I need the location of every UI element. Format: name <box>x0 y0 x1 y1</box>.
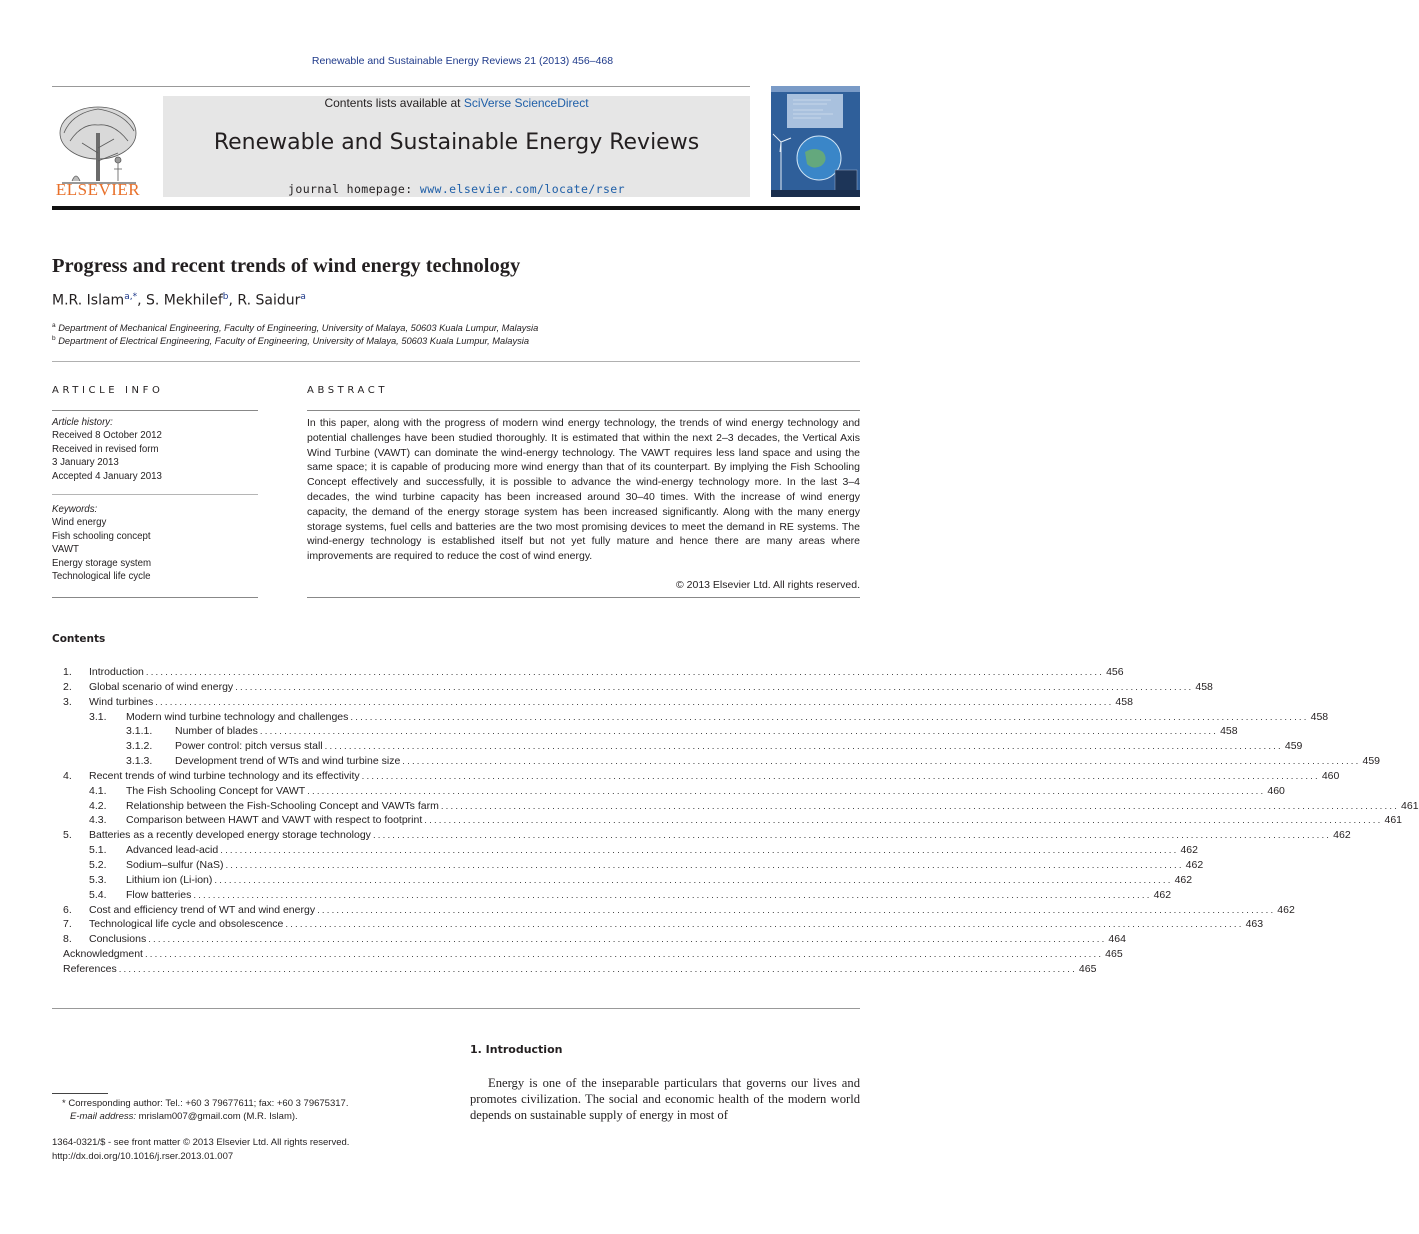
toc-number: 3.1.2. <box>126 740 153 753</box>
toc-number: 6. <box>63 903 72 916</box>
toc-entry[interactable] <box>52 666 1124 681</box>
toc-number: 5.3. <box>89 873 107 886</box>
toc-leader: ...................................................................................................................................................................................................... <box>372 830 1332 842</box>
affiliation-a <box>52 322 538 333</box>
history-entry: Received in revised form <box>52 443 159 455</box>
toc-title: Introduction <box>89 666 144 678</box>
toc-title: Global scenario of wind energy <box>89 680 234 693</box>
toc-entry[interactable] <box>52 903 1295 919</box>
toc-entry[interactable] <box>52 948 1123 963</box>
author-separator: , <box>228 292 238 309</box>
article-info-label: ARTICLE INFO <box>52 385 164 396</box>
doi-link[interactable]: http://dx.doi.org/10.1016/j.rser.2013.01.007 <box>52 1151 234 1162</box>
toc-title: Technological life cycle and obsolescence <box>89 918 284 931</box>
toc-leader: ...................................................................................................................................................................................................... <box>324 741 1283 753</box>
toc-title: Power control: pitch versus stall <box>175 740 323 753</box>
history-entry: Received 8 October 2012 <box>52 430 162 442</box>
abstract-bottom-rule <box>307 597 860 598</box>
article-title: Progress and recent trends of wind energy technology <box>52 255 521 277</box>
toc-page: 465 <box>1078 962 1097 975</box>
toc-title: Acknowledgment <box>63 948 143 961</box>
history-entry: Accepted 4 January 2013 <box>52 470 162 482</box>
toc-entry[interactable] <box>52 740 1303 755</box>
toc-title: Wind turbines <box>89 695 154 708</box>
toc-leader: ...................................................................................................................................................................................................... <box>235 681 1194 693</box>
toc-page: 459 <box>1284 740 1303 753</box>
toc-page: 460 <box>1321 769 1340 782</box>
homepage-prefix: journal homepage: <box>288 182 420 196</box>
section-divider <box>52 361 860 362</box>
toc-title: Development trend of WTs and wind turbine size <box>175 755 401 768</box>
toc-page: 459 <box>1362 755 1381 768</box>
affiliation-text: Department of Electrical Engineering, Faculty of Engineering, University of Malaya, 50603 Kuala Lumpur, Malaysia <box>58 336 529 347</box>
toc-leader: ...................................................................................................................................................................................................... <box>317 904 1276 916</box>
header-top-rule <box>52 86 750 87</box>
toc-page: 462 <box>1153 888 1172 901</box>
article-history <box>52 416 258 483</box>
toc-title: The Fish Schooling Concept for VAWT <box>126 784 306 797</box>
affiliation-mark: b <box>52 335 56 342</box>
toc-leader: ...................................................................................................................................................................................................... <box>402 756 1361 768</box>
toc-number: 1. <box>63 666 72 678</box>
journal-title: Renewable and Sustainable Energy Reviews <box>213 130 700 155</box>
toc-title: Batteries as a recently developed energy storage technology <box>89 829 371 842</box>
toc-entry[interactable] <box>52 755 1381 770</box>
toc-number: 5.2. <box>89 858 107 871</box>
author-name: M.R. Islam <box>52 292 125 309</box>
toc-page: 462 <box>1180 844 1198 857</box>
toc-leader: ...................................................................................................................................................................................................... <box>307 785 1266 797</box>
toc-entry[interactable] <box>52 873 1193 889</box>
toc-entry[interactable] <box>52 962 1097 978</box>
toc-number: 3.1. <box>89 710 107 723</box>
keywords-label: Keywords: <box>52 504 98 515</box>
contents-prefix: Contents lists available at <box>324 96 464 110</box>
toc-title: Modern wind turbine technology and challenges <box>126 710 349 723</box>
toc-page: 462 <box>1277 903 1295 916</box>
toc-entry[interactable] <box>52 695 1133 711</box>
toc-title: Flow batteries <box>126 888 192 901</box>
keywords <box>52 503 258 583</box>
toc-entry[interactable] <box>52 888 1172 904</box>
contents-availability-line <box>163 96 750 110</box>
toc-leader: ...................................................................................................................................................................................................... <box>155 696 1114 708</box>
toc-entry[interactable] <box>52 829 1351 844</box>
toc-page: 461 <box>1401 799 1419 812</box>
toc-page: 460 <box>1267 784 1285 797</box>
toc-leader: ...................................................................................................................................................................................................... <box>193 889 1152 901</box>
article-history-label: Article history: <box>52 417 113 428</box>
toc-page: 462 <box>1185 858 1204 871</box>
toc-leader: ...................................................................................................................................................................................................... <box>214 874 1173 886</box>
toc-page: 456 <box>1106 666 1124 678</box>
toc-entry[interactable] <box>52 814 1403 829</box>
keyword-item: Wind energy <box>52 517 107 529</box>
toc-number: 3.1.3. <box>126 755 153 768</box>
toc-leader: ...................................................................................................................................................................................................... <box>285 919 1244 931</box>
toc-entry[interactable] <box>52 710 1329 726</box>
toc-leader: ...................................................................................................................................................................................................... <box>350 711 1309 723</box>
keyword-item: Energy storage system <box>52 557 152 569</box>
toc-entry[interactable] <box>52 799 1419 815</box>
email-note <box>70 1111 298 1122</box>
toc-title: Number of blades <box>175 725 258 738</box>
toc-title: Lithium ion (Li-ion) <box>126 873 213 886</box>
toc-title: Sodium–sulfur (NaS) <box>126 858 224 871</box>
toc-number: 8. <box>63 933 72 946</box>
author-affiliation-mark[interactable]: a <box>300 292 306 302</box>
abstract-copyright: © 2013 Elsevier Ltd. All rights reserved. <box>676 579 860 591</box>
toc-title: Cost and efficiency trend of WT and wind energy <box>89 903 316 916</box>
toc-entry[interactable] <box>52 769 1340 785</box>
toc-number: 4.1. <box>89 784 107 797</box>
footnote-rule <box>52 1093 108 1094</box>
toc-number: 4.2. <box>89 799 107 812</box>
abstract-text: In this paper, along with the progress of modern wind energy technology, the trends of wind energy technology and potential challenges have been studied thoroughly. It is estimated that within the next 2–3 decades, the Vertical Axis Wind Turbine (VAWT) can dominate the wind-energy technology. The VAWT requires less land space and using the same space; it is capable of producing more wind energy than that of its counterpart. By implying the Fish Schooling Concept effectively and successfully, it is possible to advance the wind-energy technology more. In the last 3–4 decades, the wind turbine capacity has been increased around 30–40 times. With the increase of wind energy capacity, the demand of the energy storage system has been increased significantly. Along with the many energy storage systems, fuel cells and batteries are the two most promising devices to meet the demand in RE systems. The wind-energy technology is established itself but not yet fully mature and hence there are many areas where improvements are required to reduce the cost of wind energy. <box>307 417 860 563</box>
toc-number: 5. <box>63 829 72 842</box>
elsevier-logo-text: ELSEVIER <box>55 180 141 199</box>
toc-leader: ...................................................................................................................................................................................................... <box>424 815 1383 827</box>
toc-title: Relationship between the Fish-Schooling Concept and VAWTs farm <box>126 799 439 812</box>
keyword-item: Fish schooling concept <box>52 530 151 542</box>
issn-line: 1364-0321/$ - see front matter © 2013 Elsevier Ltd. All rights reserved. <box>52 1137 350 1148</box>
toc-leader: ...................................................................................................................................................................................................... <box>361 770 1320 782</box>
corresponding-author-note: * Corresponding author: Tel.: +60 3 79677611; fax: +60 3 79675317. <box>62 1098 349 1109</box>
abstract-top-rule <box>307 410 860 411</box>
toc-page: 462 <box>1333 829 1351 842</box>
journal-reference[interactable]: Renewable and Sustainable Energy Reviews 21 (2013) 456–468 <box>311 55 614 67</box>
toc-number: 4.3. <box>89 814 107 827</box>
author-list <box>52 292 306 309</box>
keyword-item: Technological life cycle <box>52 571 151 583</box>
email-address[interactable]: mrislam007@gmail.com (M.R. Islam). <box>136 1111 298 1122</box>
toc-number: 7. <box>63 918 72 931</box>
toc-page: 465 <box>1105 948 1123 961</box>
affiliation-text: Department of Mechanical Engineering, Faculty of Engineering, University of Malaya, 50603 Kuala Lumpur, Malaysia <box>58 323 539 334</box>
toc-leader: ...................................................................................................................................................................................................... <box>148 934 1107 946</box>
sciencedirect-link[interactable]: SciVerse ScienceDirect <box>463 96 589 110</box>
toc-title: References <box>63 962 117 975</box>
author-separator: , <box>137 292 146 309</box>
toc-page: 458 <box>1195 680 1213 693</box>
toc-leader: ...................................................................................................................................................................................................... <box>225 859 1184 871</box>
toc-title: Comparison between HAWT and VAWT with respect to footprint <box>126 814 423 827</box>
toc-title: Recent trends of wind turbine technology and its effectivity <box>89 769 360 782</box>
journal-cover-thumbnail[interactable] <box>771 86 860 197</box>
contents-bottom-rule <box>52 1008 860 1009</box>
toc-entry[interactable] <box>52 933 1126 948</box>
toc-entry[interactable] <box>52 844 1198 859</box>
toc-title: Advanced lead-acid <box>126 844 219 857</box>
header-bottom-rule <box>52 206 860 210</box>
article-info-bottom-rule <box>52 597 258 598</box>
toc-page: 461 <box>1384 814 1403 827</box>
toc-entry[interactable] <box>52 858 1204 874</box>
introduction-text: Energy is one of the inseparable particulars that governs our lives and promotes civilization. The social and economic health of the modern world depends on sustainable supply of energy in most of <box>470 1076 860 1123</box>
author-affiliation-mark[interactable]: a,* <box>124 292 138 302</box>
toc-page: 463 <box>1245 918 1264 931</box>
toc-number: 5.1. <box>89 844 107 857</box>
toc-leader: ...................................................................................................................................................................................................... <box>118 963 1077 975</box>
toc-leader: ...................................................................................................................................................................................................... <box>440 800 1400 812</box>
affiliation-mark: a <box>52 322 56 329</box>
toc-entry[interactable] <box>52 918 1264 933</box>
toc-page: 462 <box>1174 873 1193 886</box>
author-name: R. Saidur <box>237 292 301 309</box>
toc-leader: ...................................................................................................................................................................................................... <box>259 726 1219 738</box>
author-name: S. Mekhilef <box>145 292 223 309</box>
toc-number: 5.4. <box>89 888 107 901</box>
keyword-item: VAWT <box>52 544 79 556</box>
toc-leader: ...................................................................................................................................................................................................... <box>144 949 1104 961</box>
article-info-top-rule <box>52 410 258 411</box>
toc-page: 458 <box>1310 710 1329 723</box>
toc-number: 4. <box>63 769 72 782</box>
toc-number: 2. <box>63 680 72 693</box>
toc-page: 458 <box>1220 725 1238 738</box>
toc-title: Conclusions <box>89 933 147 946</box>
contents-heading: Contents <box>52 633 106 645</box>
table-of-contents <box>52 666 1419 978</box>
toc-entry[interactable] <box>52 725 1238 740</box>
toc-leader: ...................................................................................................................................................................................................... <box>145 667 1105 678</box>
toc-number: 3.1.1. <box>126 725 153 738</box>
toc-entry[interactable] <box>52 784 1285 800</box>
affiliation-b <box>52 335 529 346</box>
article-info-inner-rule <box>52 494 258 495</box>
toc-leader: ...................................................................................................................................................................................................... <box>220 845 1179 857</box>
author-affiliation-mark[interactable]: b <box>222 292 229 302</box>
toc-page: 458 <box>1115 695 1133 708</box>
journal-homepage-line <box>163 182 750 196</box>
toc-page: 464 <box>1108 933 1126 946</box>
history-entry: 3 January 2013 <box>52 457 119 469</box>
toc-entry[interactable] <box>52 680 1213 696</box>
toc-number: 3. <box>63 695 72 708</box>
email-label: E-mail address: <box>70 1111 136 1122</box>
introduction-heading: 1. Introduction <box>470 1043 563 1056</box>
homepage-link[interactable]: www.elsevier.com/locate/rser <box>419 182 625 196</box>
abstract-label: ABSTRACT <box>307 385 389 396</box>
